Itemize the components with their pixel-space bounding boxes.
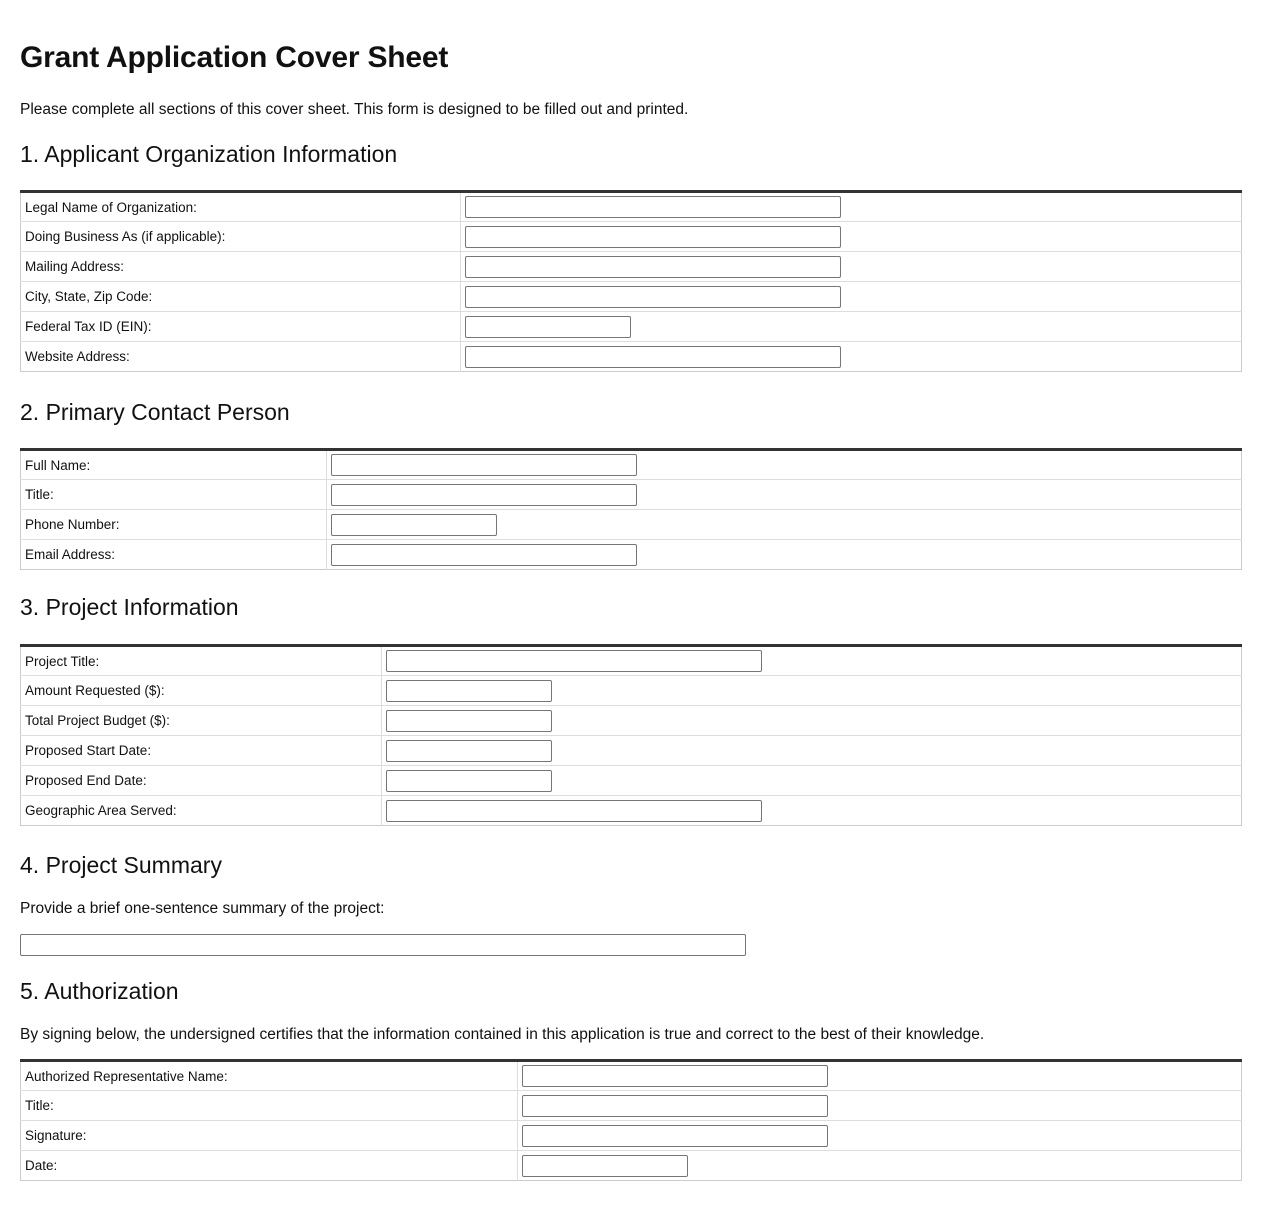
city-state-zip-input[interactable] xyxy=(465,286,841,308)
table-row xyxy=(21,1151,1242,1181)
section-summary xyxy=(20,852,1242,956)
table-row xyxy=(21,480,1242,510)
geographic-area-input[interactable] xyxy=(386,800,762,822)
table-row xyxy=(21,192,1242,222)
website-input[interactable] xyxy=(465,346,841,368)
signature-input[interactable] xyxy=(522,1125,828,1147)
table-row xyxy=(21,252,1242,282)
summary-prompt: Provide a brief one-sentence summary of the project: xyxy=(20,900,385,917)
email-input[interactable] xyxy=(331,544,637,566)
section-heading-organization: 1. Applicant Organization Information xyxy=(20,141,398,167)
section-project xyxy=(20,594,1242,826)
table-row xyxy=(21,312,1242,342)
mailing-address-label: Mailing Address: xyxy=(21,252,461,282)
full-name-label: Full Name: xyxy=(21,450,327,480)
legal-name-input[interactable] xyxy=(465,196,841,218)
geographic-area-label: Geographic Area Served: xyxy=(21,796,382,826)
summary-input[interactable] xyxy=(20,934,746,956)
section-heading-contact: 2. Primary Contact Person xyxy=(20,399,290,425)
signature-label: Signature: xyxy=(21,1121,518,1151)
mailing-address-input[interactable] xyxy=(465,256,841,278)
table-row xyxy=(21,342,1242,372)
section-heading-summary: 4. Project Summary xyxy=(20,852,222,878)
rep-name-input[interactable] xyxy=(522,1065,828,1087)
section-heading-project: 3. Project Information xyxy=(20,594,239,620)
section-organization xyxy=(20,141,1242,372)
table-row xyxy=(21,706,1242,736)
section-authorization xyxy=(20,978,1242,1181)
total-budget-label: Total Project Budget ($): xyxy=(21,706,382,736)
end-date-label: Proposed End Date: xyxy=(21,766,382,796)
auth-title-label: Title: xyxy=(21,1091,518,1121)
table-row xyxy=(21,1061,1242,1091)
intro-text: Please complete all sections of this cover sheet. This form is designed to be filled out and printed. xyxy=(20,101,689,118)
city-state-zip-label: City, State, Zip Code: xyxy=(21,282,461,312)
date-label: Date: xyxy=(21,1151,518,1181)
ein-input[interactable] xyxy=(465,316,631,338)
table-row xyxy=(21,222,1242,252)
table-row xyxy=(21,796,1242,826)
table-row xyxy=(21,540,1242,570)
total-budget-input[interactable] xyxy=(386,710,552,732)
section-heading-authorization: 5. Authorization xyxy=(20,978,179,1004)
phone-input[interactable] xyxy=(331,514,497,536)
date-input[interactable] xyxy=(522,1155,688,1177)
end-date-input[interactable] xyxy=(386,770,552,792)
start-date-input[interactable] xyxy=(386,740,552,762)
dba-label: Doing Business As (if applicable): xyxy=(21,222,461,252)
website-label: Website Address: xyxy=(21,342,461,372)
authorization-statement: By signing below, the undersigned certifies that the information contained in this application is true and correct to the best of their knowledge. xyxy=(20,1026,985,1043)
table-row xyxy=(21,282,1242,312)
organization-table xyxy=(20,190,1242,372)
rep-name-label: Authorized Representative Name: xyxy=(21,1061,518,1091)
table-row xyxy=(21,766,1242,796)
auth-title-input[interactable] xyxy=(522,1095,828,1117)
table-row xyxy=(21,1091,1242,1121)
project-table xyxy=(20,644,1242,826)
project-title-label: Project Title: xyxy=(21,646,382,676)
ein-label: Federal Tax ID (EIN): xyxy=(21,312,461,342)
table-row xyxy=(21,450,1242,480)
table-row xyxy=(21,510,1242,540)
start-date-label: Proposed Start Date: xyxy=(21,736,382,766)
table-row xyxy=(21,1121,1242,1151)
table-row xyxy=(21,676,1242,706)
project-title-input[interactable] xyxy=(386,650,762,672)
email-label: Email Address: xyxy=(21,540,327,570)
contact-table xyxy=(20,448,1242,570)
amount-requested-label: Amount Requested ($): xyxy=(21,676,382,706)
page-title: Grant Application Cover Sheet xyxy=(20,41,449,74)
legal-name-label: Legal Name of Organization: xyxy=(21,192,461,222)
amount-requested-input[interactable] xyxy=(386,680,552,702)
contact-title-label: Title: xyxy=(21,480,327,510)
dba-input[interactable] xyxy=(465,226,841,248)
table-row xyxy=(21,736,1242,766)
table-row xyxy=(21,646,1242,676)
section-contact xyxy=(20,399,1242,570)
full-name-input[interactable] xyxy=(331,454,637,476)
phone-label: Phone Number: xyxy=(21,510,327,540)
contact-title-input[interactable] xyxy=(331,484,637,506)
authorization-table xyxy=(20,1059,1242,1181)
